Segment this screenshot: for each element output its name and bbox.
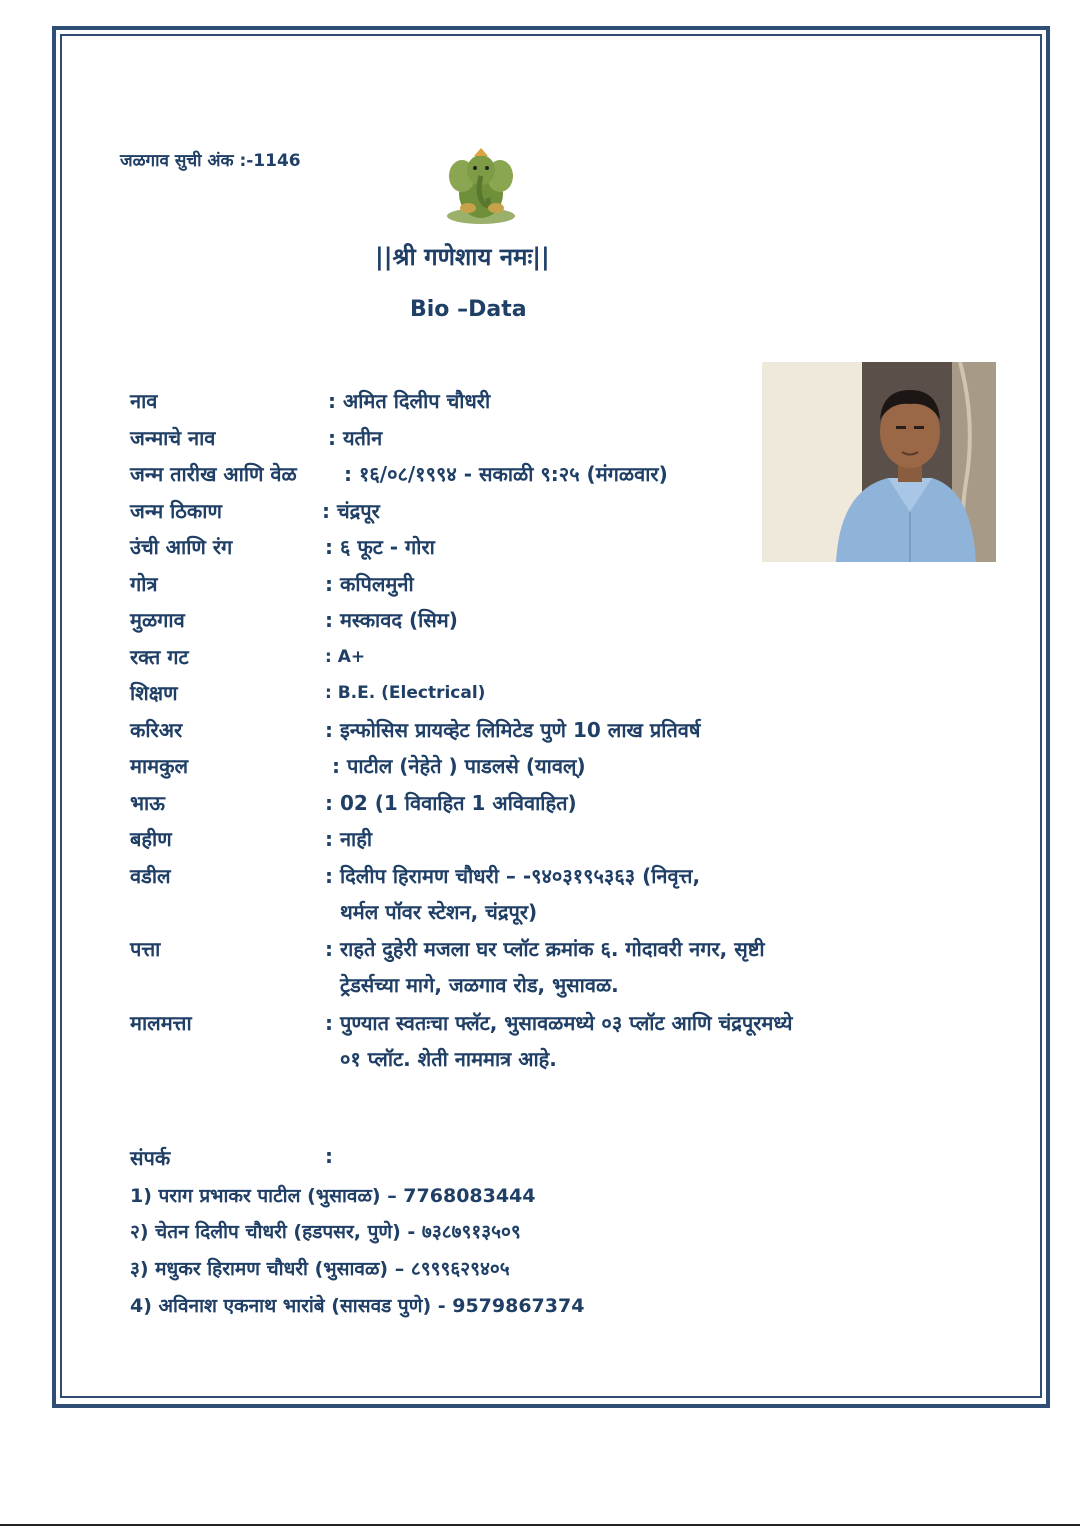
field-value-property-line2: ०१ प्लॉट. शेती नाममात्र आहे. bbox=[340, 1047, 557, 1071]
field-label-brothers: भाऊ bbox=[130, 791, 165, 815]
field-label-maternal-clan: मामकुल bbox=[130, 754, 189, 778]
field-value-education: : B.E. (Electrical) bbox=[325, 683, 486, 703]
page-edge-line bbox=[0, 1524, 1080, 1526]
field-value-father: : दिलीप हिरामण चौधरी – -९४०३१९५३६३ (निवृत्त, bbox=[325, 864, 701, 888]
field-label-address: पत्ता bbox=[130, 937, 161, 961]
field-label-father: वडील bbox=[130, 864, 171, 888]
ganesh-image bbox=[440, 146, 522, 226]
contact-item-1: 1) पराग प्रभाकर पाटील (भुसावळ) – 7768083444 bbox=[130, 1185, 536, 1207]
field-label-native-place: मुळगाव bbox=[130, 608, 185, 632]
contact-item-4: 4) अविनाश एकनाथ भारांबे (सासवड पुणे) - 9579867374 bbox=[130, 1295, 585, 1317]
field-value-maternal-clan: : पाटील (नेहेते ) पाडलसे (यावल्) bbox=[332, 754, 586, 778]
field-label-height-complexion: उंची आणि रंग bbox=[130, 535, 233, 559]
field-value-height-complexion: : ६ फूट - गोरा bbox=[325, 535, 435, 559]
field-value-brothers: : 02 (1 विवाहित 1 अविवाहित) bbox=[325, 791, 577, 815]
contact-item-3: ३) मधुकर हिरामण चौधरी (भुसावळ) – ८९९९६२९४०५ bbox=[130, 1258, 510, 1280]
list-number: जळगाव सुची अंक :-1146 bbox=[120, 151, 301, 171]
contact-item-2: २) चेतन दिलीप चौधरी (हडपसर, पुणे) - ७३८७९१३५०९ bbox=[130, 1221, 521, 1243]
field-label-birth-name: जन्माचे नाव bbox=[130, 426, 216, 450]
field-label-blood-group: रक्त गट bbox=[130, 645, 189, 669]
field-value-address: : राहते दुहेरी मजला घर प्लॉट क्रमांक ६. गोदावरी नगर, सृष्टी bbox=[325, 937, 765, 961]
field-value-birth-name: : यतीन bbox=[328, 426, 383, 450]
field-value-blood-group: : A+ bbox=[325, 647, 366, 667]
profile-photo bbox=[762, 362, 996, 562]
field-label-gotra: गोत्र bbox=[130, 572, 158, 596]
field-value-birth-place: : चंद्रपूर bbox=[322, 499, 380, 523]
field-label-education: शिक्षण bbox=[130, 681, 178, 705]
field-value-name: : अमित दिलीप चौधरी bbox=[328, 389, 491, 413]
page-title: Bio –Data bbox=[410, 297, 527, 322]
field-label-birth-place: जन्म ठिकाण bbox=[130, 499, 222, 523]
field-label-name: नाव bbox=[130, 389, 158, 413]
field-label-birth-date-time: जन्म तारीख आणि वेळ bbox=[130, 462, 297, 486]
contacts-label: संपर्क bbox=[130, 1146, 171, 1170]
field-value-address-line2: ट्रेडर्सच्या मागे, जळगाव रोड, भुसावळ. bbox=[340, 973, 619, 997]
field-value-career: : इन्फोसिस प्रायव्हेट लिमिटेड पुणे 10 लाख प्रतिवर्ष bbox=[325, 718, 701, 742]
field-label-career: करिअर bbox=[130, 718, 183, 742]
invocation-heading: ||श्री गणेशाय नमः|| bbox=[375, 243, 550, 271]
field-value-father-line2: थर्मल पॉवर स्टेशन, चंद्रपूर) bbox=[340, 900, 538, 924]
field-label-property: मालमत्ता bbox=[130, 1011, 192, 1035]
field-value-birth-date-time: : १६/०८/१९९४ - सकाळी ९:२५ (मंगळवार) bbox=[344, 462, 668, 486]
field-value-property: : पुण्यात स्वतःचा फ्लॅट, भुसावळमध्ये ०३ प्लॉट आणि चंद्रपूरमध्ये bbox=[325, 1011, 793, 1035]
field-value-native-place: : मस्कावद (सिम) bbox=[325, 608, 458, 632]
field-label-sisters: बहीण bbox=[130, 827, 172, 851]
contacts-colon: : bbox=[325, 1144, 333, 1168]
field-value-gotra: : कपिलमुनी bbox=[325, 572, 414, 596]
field-value-sisters: : नाही bbox=[325, 827, 373, 851]
